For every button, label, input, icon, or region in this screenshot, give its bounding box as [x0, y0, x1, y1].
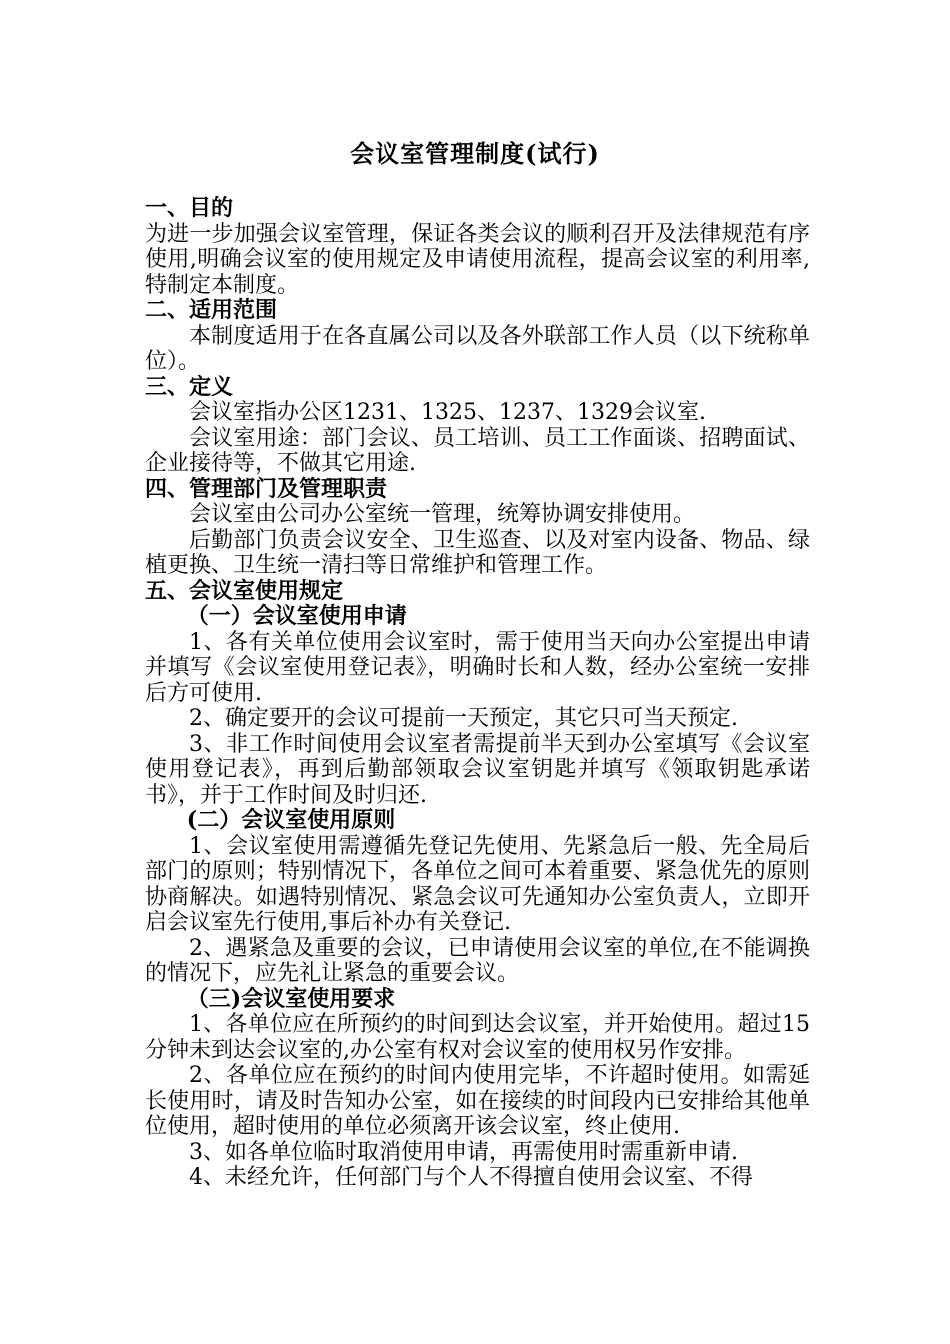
subsection-heading: （一）会议室使用申请	[186, 603, 407, 629]
section-heading: 一、目的	[145, 195, 234, 221]
section-heading: 四、管理部门及管理职责	[145, 475, 388, 502]
paragraph: 2、遇紧急及重要的会议，已申请使用会议室的单位,在不能调换的情况下，应先礼让紧急的重要会议。	[145, 935, 810, 986]
paragraph: 本制度适用于在各直属公司以及各外联部工作人员（以下统称单位）。	[145, 323, 810, 374]
paragraph: 4、未经允许，任何部门与个人不得擅自使用会议室、不得	[189, 1165, 753, 1190]
subsection-heading: (二）会议室使用原则	[186, 807, 396, 833]
paragraph: 会议室用途：部门会议、员工培训、员工工作面谈、招聘面试、企业接待等，不做其它用途.	[145, 425, 810, 476]
paragraph: 会议室由公司办公室统一管理，统筹协调安排使用。	[189, 502, 696, 527]
document-title: 会议室管理制度(试行)	[350, 139, 600, 168]
paragraph: 后勤部门负责会议安全、卫生巡查、以及对室内设备、物品、绿植更换、卫生统一清扫等日常维护和管理工作。	[145, 527, 810, 578]
paragraph: 1、各单位应在所预约的时间到达会议室，并开始使用。超过15分钟未到达会议室的,办公室有权对会议室的使用权另作安排。	[145, 1012, 810, 1063]
paragraph: 1、各有关单位使用会议室时，需于使用当天向办公室提出申请并填写《会议室使用登记表》，明确时长和人数，经办公室统一安排后方可使用.	[145, 629, 810, 706]
paragraph: 1、会议室使用需遵循先登记先使用、先紧急后一般、先全局后部门的原则；特别情况下，各单位之间可本着重要、紧急优先的原则协商解决。如遇特别情况、紧急会议可先通知办公室负责人，立即开启会议室先行使用,事后补办有关登记.	[145, 833, 810, 935]
paragraph: 3、非工作时间使用会议室者需提前半天到办公室填写《会议室使用登记表》，再到后勤部领取会议室钥匙并填写《领取钥匙承诺书》，并于工作时间及时归还.	[145, 731, 810, 808]
paragraph: 会议室指办公区1231、1325、1237、1329会议室.	[189, 400, 706, 425]
section-heading: 二、适用范围	[145, 297, 278, 323]
paragraph: 为进一步加强会议室管理，保证各类会议的顺利召开及法律规范有序使用,明确会议室的使用规定及申请使用流程，提高会议室的利用率,特制定本制度。	[145, 221, 810, 298]
paragraph: 2、确定要开的会议可提前一天预定，其它只可当天预定.	[189, 706, 738, 731]
paragraph: 2、各单位应在预约的时间内使用完毕，不许超时使用。如需延长使用时，请及时告知办公室，如在接续的时间段内已安排给其他单位使用，超时使用的单位必须离开该会议室，终止使用.	[145, 1063, 810, 1139]
document-body	[145, 196, 810, 1191]
paragraph: 3、如各单位临时取消使用申请，再需使用时需重新申请.	[189, 1139, 738, 1165]
section-heading: 三、定义	[145, 373, 234, 400]
subsection-heading: （三)会议室使用要求	[186, 985, 396, 1012]
section-heading: 五、会议室使用规定	[145, 577, 344, 604]
